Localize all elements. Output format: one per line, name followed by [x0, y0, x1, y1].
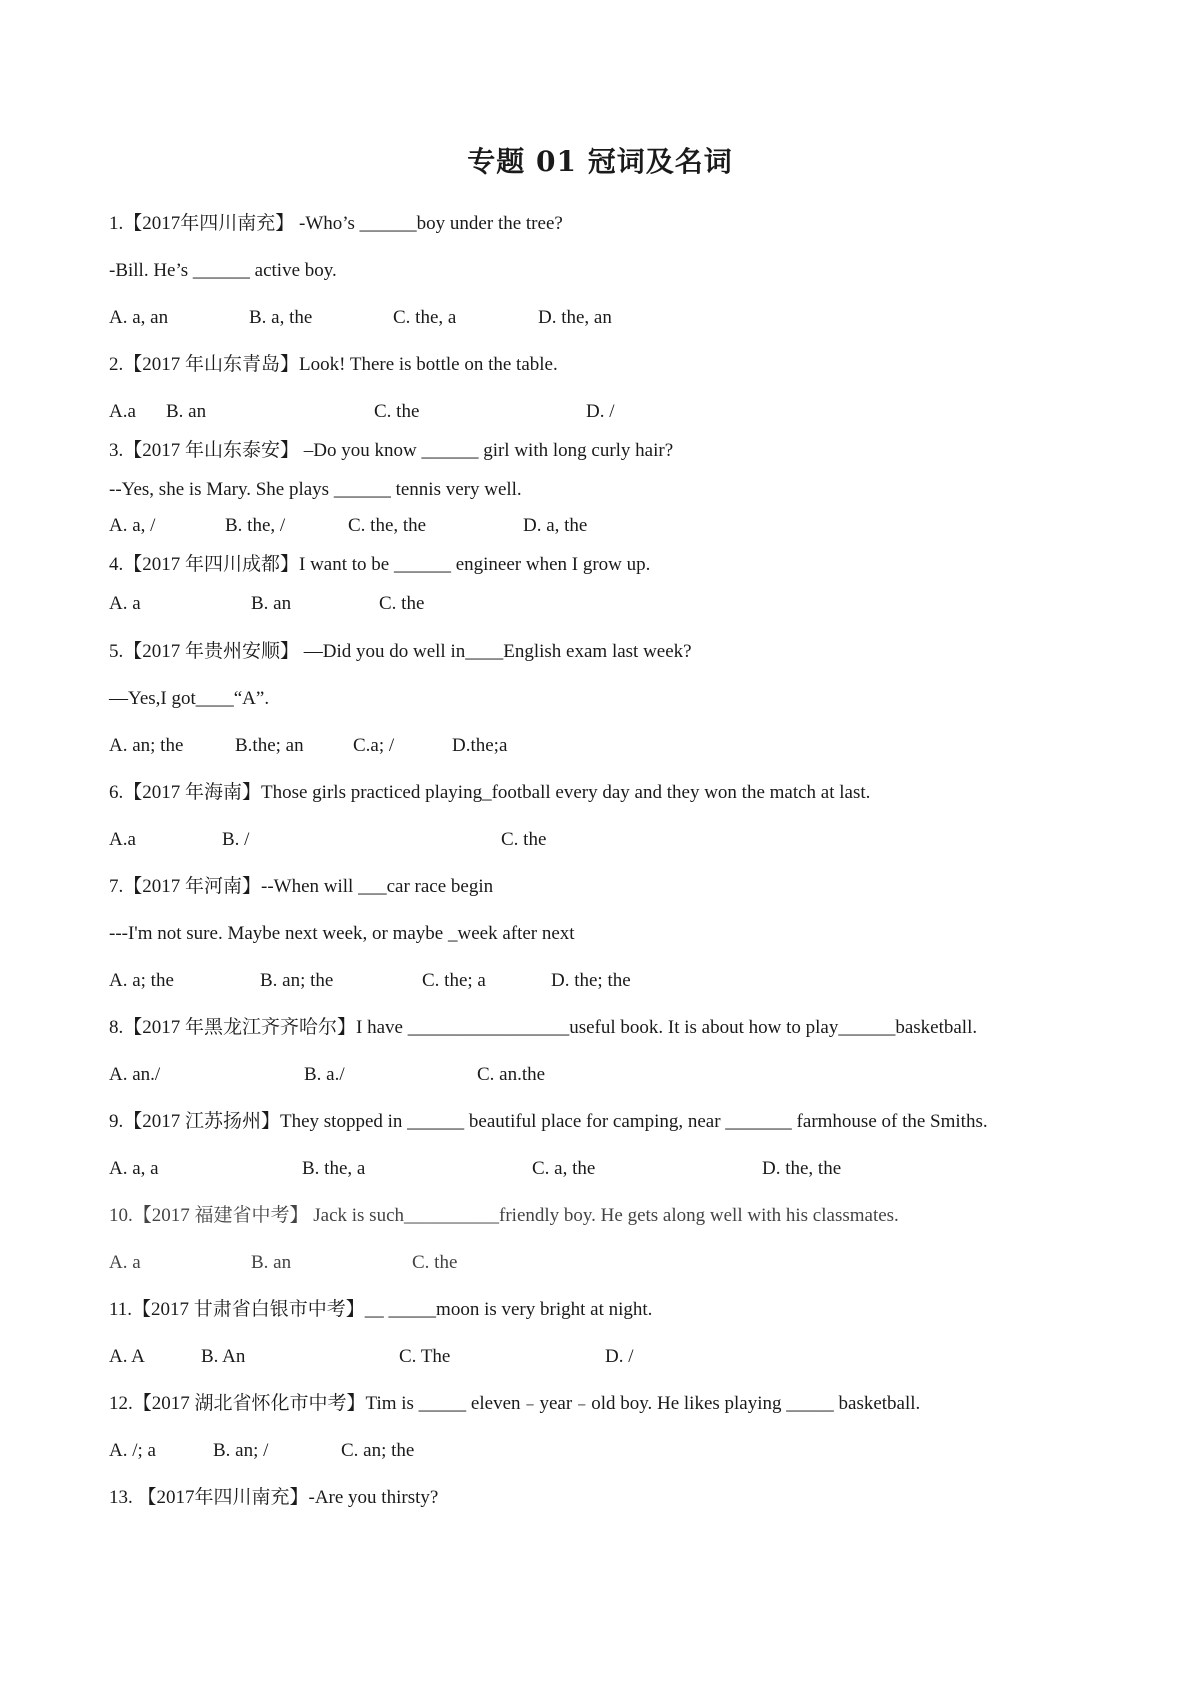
option-d: D.the;a [452, 735, 508, 756]
option-b: B. an [166, 401, 207, 422]
option-b: B. an; the [260, 970, 334, 991]
option-d: D. the, the [762, 1158, 842, 1179]
option-d: D. the; the [551, 970, 631, 991]
question-7-stem-1: 7.【2017 年河南】--When will ___car race begin [109, 876, 494, 897]
option-a: A. a [109, 1252, 141, 1273]
question-3-stem-1: 3.【2017 年山东泰安】 –Do you know ______ girl with long curly hair? [109, 440, 674, 461]
option-b: B. a, the [249, 307, 313, 328]
option-d: D. the, an [538, 307, 612, 328]
option-d: D. a, the [523, 515, 588, 536]
option-a: A. a; the [109, 970, 174, 991]
question-10-stem: 10.【2017 福建省中考】 Jack is such__________friendly boy. He gets along well with his classmates. [109, 1205, 899, 1226]
option-b: B. / [222, 829, 250, 850]
option-a: A.a [109, 401, 136, 422]
option-b: B. a./ [304, 1064, 345, 1085]
question-3-stem-2: --Yes, she is Mary. She plays ______ tennis very well. [109, 479, 522, 500]
question-6-stem: 6.【2017 年海南】Those girls practiced playing_football every day and they won the match at last. [109, 782, 871, 803]
option-c: C. a, the [532, 1158, 596, 1179]
option-b: B. An [201, 1346, 246, 1367]
option-c: C. The [399, 1346, 451, 1367]
option-b: B. the, a [302, 1158, 366, 1179]
question-2-stem: 2.【2017 年山东青岛】Look! There is bottle on the table. [109, 354, 558, 375]
question-8-stem: 8.【2017 年黑龙江齐齐哈尔】I have _________________useful book. It is about how to play______basketball. [109, 1017, 978, 1038]
option-b: B. the, / [225, 515, 286, 536]
question-5-stem-2: —Yes,I got____“A”. [109, 688, 270, 709]
option-b: B.the; an [235, 735, 304, 756]
option-a: A. an; the [109, 735, 184, 756]
question-5-stem-1: 5.【2017 年贵州安顺】 —Did you do well in____English exam last week? [109, 641, 692, 662]
option-c: C. the; a [422, 970, 486, 991]
question-4-stem: 4.【2017 年四川成都】I want to be ______ engineer when I grow up. [109, 554, 651, 575]
option-c: C. the [412, 1252, 458, 1273]
option-a: A. a, a [109, 1158, 159, 1179]
option-c: C. the [501, 829, 547, 850]
option-b: B. an [251, 1252, 292, 1273]
option-a: A. a, / [109, 515, 156, 536]
question-12-stem: 12.【2017 湖北省怀化市中考】Tim is _____ eleven﹣year﹣old boy. He likes playing _____ basketball. [109, 1393, 921, 1414]
option-b: B. an; / [213, 1440, 269, 1461]
option-b: B. an [251, 593, 292, 614]
option-c: C. an; the [341, 1440, 415, 1461]
option-a: A.a [109, 829, 136, 850]
option-c: C. the, the [348, 515, 427, 536]
option-c: C. the [374, 401, 420, 422]
option-c: C. an.the [477, 1064, 546, 1085]
question-13-stem: 13. 【2017年四川南充】-Are you thirsty? [109, 1487, 439, 1508]
option-d: D. / [586, 401, 615, 422]
option-c: C. the [379, 593, 425, 614]
option-a: A. a [109, 593, 141, 614]
option-d: D. / [605, 1346, 634, 1367]
question-1-stem-1: 1.【2017年四川南充】 -Who’s ______boy under the tree? [109, 213, 563, 234]
option-c: C. the, a [393, 307, 457, 328]
question-9-stem: 9.【2017 江苏扬州】They stopped in ______ beautiful place for camping, near _______ farmhouse of the Smiths. [109, 1111, 988, 1132]
page-title: 专题 01 冠词及名词 [467, 145, 733, 178]
option-a: A. a, an [109, 307, 169, 328]
question-1-stem-2: -Bill. He’s ______ active boy. [109, 260, 337, 281]
option-c: C.a; / [353, 735, 395, 756]
option-a: A. /; a [109, 1440, 156, 1461]
option-a: A. an./ [109, 1064, 161, 1085]
option-a: A. A [109, 1346, 145, 1367]
question-11-stem: 11.【2017 甘肃省白银市中考】__ _____moon is very bright at night. [109, 1299, 653, 1320]
question-7-stem-2: ---I'm not sure. Maybe next week, or maybe _week after next [109, 923, 575, 944]
